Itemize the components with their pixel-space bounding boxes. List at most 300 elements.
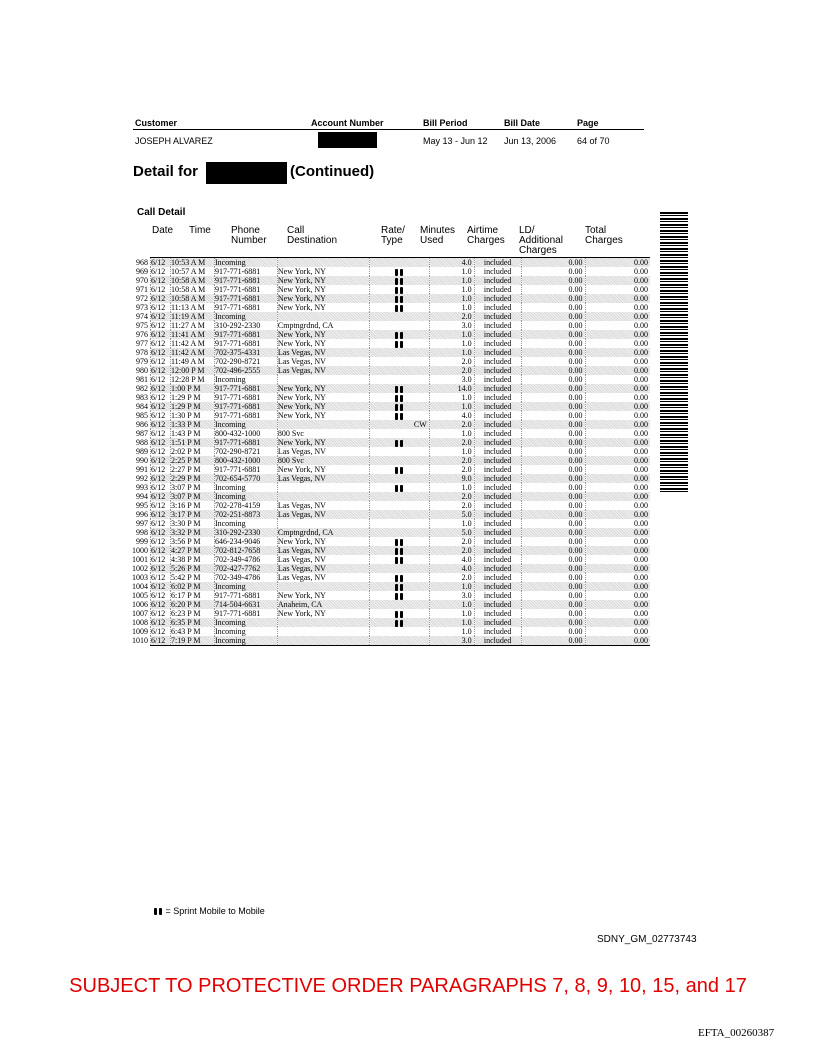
airtime-charges: included (474, 564, 521, 573)
table-row (129, 546, 650, 555)
airtime-charges: included (474, 303, 521, 312)
phone-number: 702-375-4331 (214, 348, 277, 357)
call-time: 3:16 P M (170, 501, 214, 510)
rate-type (369, 474, 429, 483)
rate-type (369, 384, 429, 393)
table-row (129, 285, 650, 294)
row-number: 970 (135, 276, 148, 285)
total-charges: 0.00 (585, 456, 650, 465)
airtime-charges: included (474, 519, 521, 528)
row-number: 1004 (131, 582, 148, 591)
airtime-charges: included (474, 555, 521, 564)
call-time: 11:27 A M (170, 321, 214, 330)
total-charges: 0.00 (585, 339, 650, 348)
row-number: 979 (135, 357, 148, 366)
call-time: 1:51 P M (170, 438, 214, 447)
legend-text: = Sprint Mobile to Mobile (165, 906, 265, 916)
call-date: 6/12 (150, 312, 170, 321)
call-time: 11:41 A M (170, 330, 214, 339)
minutes-used: 2.0 (429, 492, 474, 501)
row-number: 1009 (131, 627, 148, 636)
rate-type (369, 465, 429, 474)
row-number: 983 (135, 393, 148, 402)
call-time: 2:29 P M (170, 474, 214, 483)
sprint-mobile-to-mobile-icon (395, 278, 404, 285)
row-number: 981 (135, 375, 148, 384)
total-charges: 0.00 (585, 636, 650, 646)
call-time: 11:49 A M (170, 357, 214, 366)
call-time: 2:02 P M (170, 447, 214, 456)
call-time: 3:17 P M (170, 510, 214, 519)
table-row (129, 438, 650, 447)
call-destination: Las Vegas, NV (277, 366, 369, 375)
sprint-mobile-to-mobile-icon (395, 341, 404, 348)
table-row (129, 375, 650, 384)
minutes-used: 4.0 (429, 258, 474, 268)
phone-number: 917-771-6881 (214, 609, 277, 618)
total-charges: 0.00 (585, 555, 650, 564)
ld-charges: 0.00 (521, 609, 585, 618)
airtime-charges: included (474, 582, 521, 591)
bill-date-label: Bill Date (504, 118, 541, 128)
call-time: 10:57 A M (170, 267, 214, 276)
rate-type (369, 330, 429, 339)
airtime-charges: included (474, 294, 521, 303)
phone-number: 917-771-6881 (214, 276, 277, 285)
airtime-charges: included (474, 366, 521, 375)
sprint-mobile-to-mobile-icon (395, 611, 404, 618)
col-time: Time (189, 225, 211, 236)
ld-charges: 0.00 (521, 375, 585, 384)
rate-type (369, 492, 429, 501)
total-charges: 0.00 (585, 321, 650, 330)
airtime-charges: included (474, 330, 521, 339)
call-time: 1:30 P M (170, 411, 214, 420)
minutes-used: 2.0 (429, 438, 474, 447)
airtime-charges: included (474, 312, 521, 321)
rate-type (369, 375, 429, 384)
minutes-used: 9.0 (429, 474, 474, 483)
line-number-redaction (206, 162, 287, 184)
account-number-redaction (318, 132, 377, 148)
call-destination (277, 636, 369, 646)
sprint-mobile-to-mobile-icon (395, 575, 404, 582)
rate-type (369, 411, 429, 420)
call-destination: Las Vegas, NV (277, 555, 369, 564)
call-destination: New York, NY (277, 411, 369, 420)
table-row (129, 258, 650, 268)
call-destination: New York, NY (277, 276, 369, 285)
table-row (129, 303, 650, 312)
total-charges: 0.00 (585, 267, 650, 276)
total-charges: 0.00 (585, 465, 650, 474)
call-detail-table (129, 257, 650, 646)
phone-number: 702-290-8721 (214, 447, 277, 456)
table-row (129, 321, 650, 330)
phone-number: 702-278-4159 (214, 501, 277, 510)
airtime-charges: included (474, 339, 521, 348)
sprint-mobile-to-mobile-icon (395, 296, 404, 303)
airtime-charges: included (474, 447, 521, 456)
total-charges: 0.00 (585, 429, 650, 438)
call-destination: Las Vegas, NV (277, 447, 369, 456)
call-time: 2:25 P M (170, 456, 214, 465)
ld-charges: 0.00 (521, 321, 585, 330)
minutes-used: 3.0 (429, 636, 474, 646)
call-date: 6/12 (150, 429, 170, 438)
call-date: 6/12 (150, 492, 170, 501)
airtime-charges: included (474, 528, 521, 537)
call-time: 3:56 P M (170, 537, 214, 546)
rate-type (369, 339, 429, 348)
total-charges: 0.00 (585, 348, 650, 357)
total-charges: 0.00 (585, 618, 650, 627)
ld-charges: 0.00 (521, 555, 585, 564)
ld-charges: 0.00 (521, 600, 585, 609)
total-charges: 0.00 (585, 393, 650, 402)
col-airtime-line2: Charges (467, 235, 505, 246)
call-destination: Las Vegas, NV (277, 510, 369, 519)
call-time: 10:53 A M (170, 258, 214, 268)
minutes-used: 5.0 (429, 510, 474, 519)
minutes-used: 14.0 (429, 384, 474, 393)
table-row (129, 627, 650, 636)
phone-number: 917-771-6881 (214, 393, 277, 402)
rate-type (369, 357, 429, 366)
total-charges: 0.00 (585, 366, 650, 375)
phone-number: 917-771-6881 (214, 267, 277, 276)
phone-number: 702-349-4786 (214, 573, 277, 582)
row-number: 1003 (131, 573, 148, 582)
minutes-used: 2.0 (429, 501, 474, 510)
rate-type (369, 456, 429, 465)
ld-charges: 0.00 (521, 573, 585, 582)
call-destination: 800 Svc (277, 456, 369, 465)
call-destination: New York, NY (277, 609, 369, 618)
call-time: 5:26 P M (170, 564, 214, 573)
phone-number: 702-251-8873 (214, 510, 277, 519)
call-time: 1:33 P M (170, 420, 214, 429)
total-charges: 0.00 (585, 330, 650, 339)
total-charges: 0.00 (585, 600, 650, 609)
minutes-used: 2.0 (429, 465, 474, 474)
airtime-charges: included (474, 357, 521, 366)
legend (154, 906, 265, 916)
minutes-used: 1.0 (429, 393, 474, 402)
rate-type (369, 276, 429, 285)
sprint-mobile-to-mobile-icon (395, 620, 404, 627)
call-destination (277, 420, 369, 429)
call-time: 6:02 P M (170, 582, 214, 591)
call-time: 11:13 A M (170, 303, 214, 312)
total-charges: 0.00 (585, 420, 650, 429)
airtime-charges: included (474, 600, 521, 609)
rate-type (369, 627, 429, 636)
total-charges: 0.00 (585, 564, 650, 573)
call-destination: New York, NY (277, 438, 369, 447)
table-row (129, 339, 650, 348)
sprint-mobile-to-mobile-icon (395, 404, 404, 411)
total-charges: 0.00 (585, 303, 650, 312)
airtime-charges: included (474, 429, 521, 438)
ld-charges: 0.00 (521, 294, 585, 303)
phone-number: 917-771-6881 (214, 285, 277, 294)
customer-label: Customer (135, 118, 178, 128)
ld-charges: 0.00 (521, 285, 585, 294)
call-date: 6/12 (150, 258, 170, 268)
col-rate-line2: Type (381, 235, 403, 246)
airtime-charges: included (474, 456, 521, 465)
table-row (129, 618, 650, 627)
call-destination: New York, NY (277, 402, 369, 411)
minutes-used: 1.0 (429, 582, 474, 591)
call-destination: New York, NY (277, 267, 369, 276)
header-rule (133, 129, 644, 130)
call-destination: New York, NY (277, 537, 369, 546)
airtime-charges: included (474, 375, 521, 384)
call-destination: Las Vegas, NV (277, 501, 369, 510)
call-time: 1:29 P M (170, 402, 214, 411)
col-phone-number (231, 226, 267, 246)
sprint-mobile-to-mobile-icon (395, 584, 404, 591)
rate-type (369, 294, 429, 303)
rate-type (369, 519, 429, 528)
total-charges: 0.00 (585, 411, 650, 420)
phone-number: Incoming (214, 519, 277, 528)
table-row (129, 582, 650, 591)
call-time: 6:43 P M (170, 627, 214, 636)
total-charges: 0.00 (585, 546, 650, 555)
col-total-line2: Charges (585, 235, 623, 246)
rate-type (369, 618, 429, 627)
sprint-mobile-to-mobile-icon (395, 467, 404, 474)
ld-charges: 0.00 (521, 303, 585, 312)
call-date: 6/12 (150, 618, 170, 627)
call-date: 6/12 (150, 330, 170, 339)
rate-type (369, 258, 429, 268)
minutes-used: 4.0 (429, 411, 474, 420)
airtime-charges: included (474, 285, 521, 294)
call-date: 6/12 (150, 438, 170, 447)
rate-type (369, 528, 429, 537)
minutes-used: 2.0 (429, 456, 474, 465)
total-charges: 0.00 (585, 312, 650, 321)
row-number: 973 (135, 303, 148, 312)
call-date: 6/12 (150, 636, 170, 646)
col-call-destination (287, 226, 337, 246)
rate-type (369, 303, 429, 312)
call-date: 6/12 (150, 267, 170, 276)
row-number: 988 (135, 438, 148, 447)
call-date: 6/12 (150, 375, 170, 384)
ld-charges: 0.00 (521, 483, 585, 492)
row-number: 996 (135, 510, 148, 519)
ld-charges: 0.00 (521, 510, 585, 519)
call-time: 11:42 A M (170, 339, 214, 348)
minutes-used: 1.0 (429, 276, 474, 285)
table-row (129, 555, 650, 564)
bill-date-value: Jun 13, 2006 (504, 136, 557, 146)
call-destination: Las Vegas, NV (277, 546, 369, 555)
row-number: 976 (135, 330, 148, 339)
rate-type (369, 510, 429, 519)
rate-type (369, 501, 429, 510)
phone-number: 702-290-8721 (214, 357, 277, 366)
page-label: Page (577, 118, 599, 128)
call-date: 6/12 (150, 303, 170, 312)
call-date: 6/12 (150, 519, 170, 528)
call-date: 6/12 (150, 411, 170, 420)
call-date: 6/12 (150, 555, 170, 564)
rate-type (369, 600, 429, 609)
rate-type (369, 393, 429, 402)
table-row (129, 609, 650, 618)
rate-type: CW (369, 420, 429, 429)
phone-number: Incoming (214, 618, 277, 627)
call-date: 6/12 (150, 501, 170, 510)
row-number: 1001 (131, 555, 148, 564)
row-number: 998 (135, 528, 148, 537)
phone-number: 917-771-6881 (214, 303, 277, 312)
col-date: Date (152, 225, 174, 236)
phone-number: 800-432-1000 (214, 456, 277, 465)
ld-charges: 0.00 (521, 357, 585, 366)
total-charges: 0.00 (585, 609, 650, 618)
row-number: 985 (135, 411, 148, 420)
total-charges: 0.00 (585, 384, 650, 393)
call-time: 6:23 P M (170, 609, 214, 618)
table-row (129, 411, 650, 420)
rate-type (369, 312, 429, 321)
airtime-charges: included (474, 636, 521, 646)
col-total-line1: Total (585, 225, 607, 236)
table-row (129, 366, 650, 375)
row-number: 1006 (131, 600, 148, 609)
call-date: 6/12 (150, 447, 170, 456)
total-charges: 0.00 (585, 375, 650, 384)
call-destination: Cmptngrdnd, CA (277, 528, 369, 537)
minutes-used: 2.0 (429, 573, 474, 582)
phone-number: 917-771-6881 (214, 411, 277, 420)
protective-order-notice: SUBJECT TO PROTECTIVE ORDER PARAGRAPHS 7, 8, 9, 10, 15, and 17 (69, 975, 747, 997)
total-charges: 0.00 (585, 357, 650, 366)
ld-charges: 0.00 (521, 582, 585, 591)
rate-type (369, 366, 429, 375)
row-number: 989 (135, 447, 148, 456)
call-time: 10:58 A M (170, 285, 214, 294)
call-date: 6/12 (150, 420, 170, 429)
col-airtime-charges (467, 226, 505, 246)
ld-charges: 0.00 (521, 429, 585, 438)
airtime-charges: included (474, 573, 521, 582)
row-number: 994 (135, 492, 148, 501)
ld-charges: 0.00 (521, 537, 585, 546)
call-time: 3:30 P M (170, 519, 214, 528)
call-date: 6/12 (150, 609, 170, 618)
call-date: 6/12 (150, 294, 170, 303)
total-charges: 0.00 (585, 582, 650, 591)
table-row (129, 519, 650, 528)
minutes-used: 1.0 (429, 483, 474, 492)
page-value: 64 of 70 (577, 136, 610, 146)
row-number: 968 (135, 257, 148, 267)
minutes-used: 2.0 (429, 366, 474, 375)
minutes-used: 1.0 (429, 330, 474, 339)
row-number: 997 (135, 519, 148, 528)
airtime-charges: included (474, 420, 521, 429)
call-destination (277, 483, 369, 492)
airtime-charges: included (474, 276, 521, 285)
call-date: 6/12 (150, 276, 170, 285)
sprint-mobile-to-mobile-icon (154, 908, 163, 915)
total-charges: 0.00 (585, 627, 650, 636)
table-row (129, 429, 650, 438)
airtime-charges: included (474, 492, 521, 501)
row-number: 974 (135, 312, 148, 321)
phone-number: 646-234-9046 (214, 537, 277, 546)
sprint-mobile-to-mobile-icon (395, 386, 404, 393)
total-charges: 0.00 (585, 447, 650, 456)
phone-number: 702-812-7658 (214, 546, 277, 555)
call-date: 6/12 (150, 348, 170, 357)
phone-number: Incoming (214, 627, 277, 636)
minutes-used: 1.0 (429, 627, 474, 636)
call-date: 6/12 (150, 537, 170, 546)
ld-charges: 0.00 (521, 384, 585, 393)
ld-charges: 0.00 (521, 348, 585, 357)
minutes-used: 1.0 (429, 447, 474, 456)
table-row (129, 384, 650, 393)
col-ld-charges (519, 226, 563, 256)
row-number: 991 (135, 465, 148, 474)
table-row (129, 312, 650, 321)
airtime-charges: included (474, 537, 521, 546)
rate-type (369, 537, 429, 546)
row-number: 1002 (131, 564, 148, 573)
total-charges: 0.00 (585, 501, 650, 510)
col-airtime-line1: Airtime (467, 225, 499, 236)
phone-number: Incoming (214, 492, 277, 501)
sprint-mobile-to-mobile-icon (395, 539, 404, 546)
call-date: 6/12 (150, 402, 170, 411)
rate-type (369, 483, 429, 492)
ld-charges: 0.00 (521, 474, 585, 483)
minutes-used: 1.0 (429, 294, 474, 303)
phone-number: 702-496-2555 (214, 366, 277, 375)
call-time: 12:00 P M (170, 366, 214, 375)
call-destination (277, 258, 369, 268)
phone-number: 917-771-6881 (214, 330, 277, 339)
phone-number: Incoming (214, 420, 277, 429)
call-date: 6/12 (150, 600, 170, 609)
phone-number: 917-771-6881 (214, 339, 277, 348)
sprint-mobile-to-mobile-icon (395, 305, 404, 312)
ld-charges: 0.00 (521, 438, 585, 447)
airtime-charges: included (474, 501, 521, 510)
table-row (129, 294, 650, 303)
sprint-mobile-to-mobile-icon (395, 332, 404, 339)
table-row (129, 348, 650, 357)
ld-charges: 0.00 (521, 546, 585, 555)
row-number: 986 (135, 420, 148, 429)
col-minutes-used (420, 226, 455, 246)
col-minutes-line1: Minutes (420, 225, 456, 236)
table-row (129, 501, 650, 510)
ld-charges: 0.00 (521, 456, 585, 465)
table-row (129, 573, 650, 582)
row-number: 999 (135, 537, 148, 546)
row-number: 995 (135, 501, 148, 510)
